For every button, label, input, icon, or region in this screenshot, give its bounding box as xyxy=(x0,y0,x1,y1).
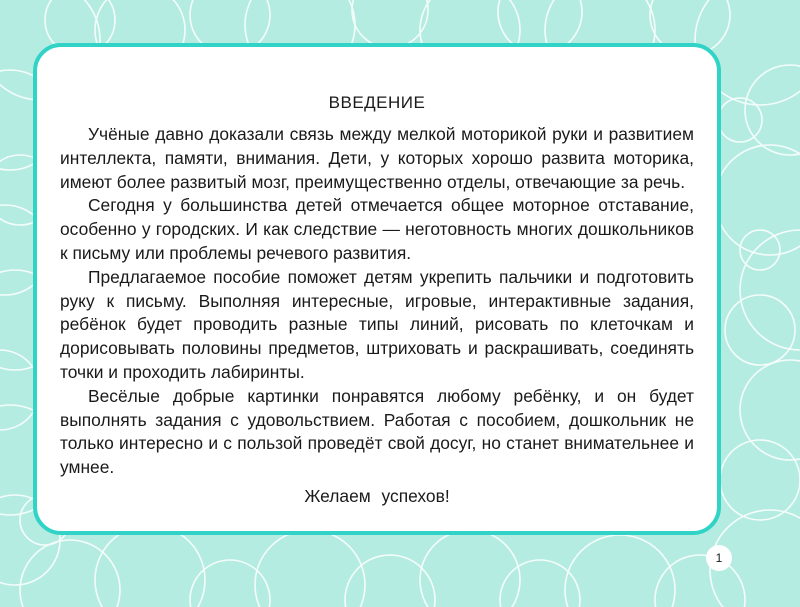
page-title: ВВЕДЕНИЕ xyxy=(328,93,426,112)
closing-wish: Желаем успехов! xyxy=(304,486,450,506)
paragraph-3: Предлагаемое пособие поможет детям укрепить пальчики и подготовить руку к письму. Выполняя интересные, игровые, интерактивные задания, ребёнок будет проводить разные типы линий, рисовать по клеточкам и дорисовывать половины предметов, штриховать и раскрашивать, соединять точки и проходить лабиринты. xyxy=(60,266,694,382)
paragraph-4: Весёлые добрые картинки понравятся любому ребёнку, и он будет выполнять задания с удовольствием. Работая с пособием, дошкольник не только интересно и с пользой проведёт свой досуг, но станет внимательнее и умнее. xyxy=(60,385,694,478)
body-text xyxy=(60,123,694,480)
content-card xyxy=(33,43,721,535)
page-number: 1 xyxy=(706,545,732,571)
paragraph-2: Сегодня у большинства детей отмечается общее моторное отставание, особенно у городских. И как следствие — неготовность многих дошкольников к письму или проблемы речевого развития. xyxy=(60,195,694,263)
paragraph-1: Учёные давно доказали связь между мелкой моторикой руки и развитием интеллекта, памяти, внимания. Дети, у которых хорошо развита моторика, имеют более развитый мозг, преимущественно отделы, отвечающие за речь. xyxy=(60,124,694,192)
